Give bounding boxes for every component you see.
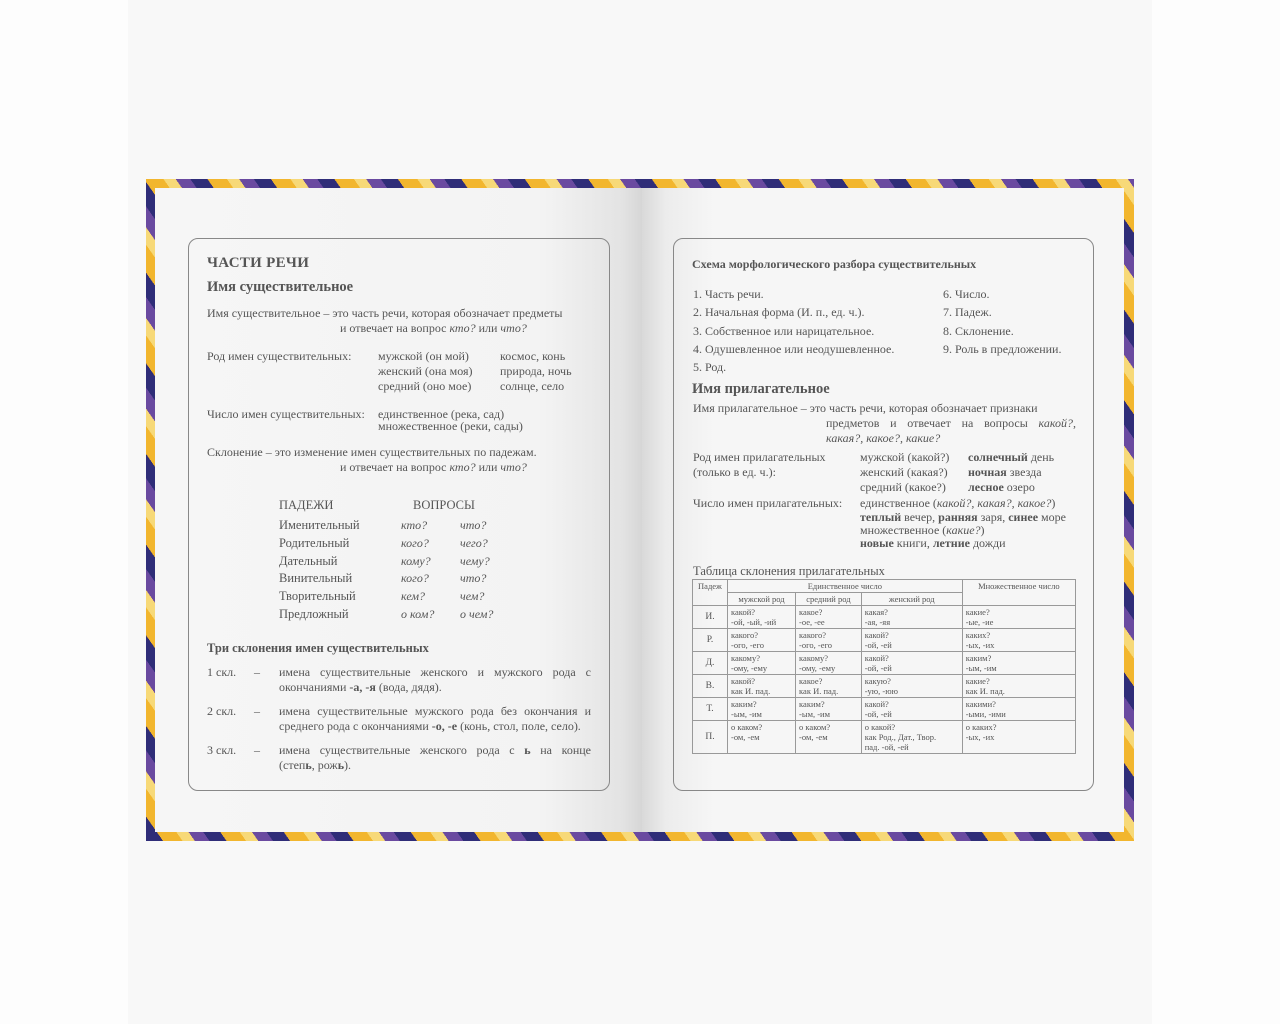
questions-header: ВОПРОСЫ bbox=[413, 498, 475, 512]
gender-examples: космос, конь bbox=[500, 349, 566, 363]
case-question: кем? bbox=[401, 589, 425, 603]
case-question: что? bbox=[460, 571, 487, 585]
declension-dash: – bbox=[254, 665, 260, 679]
plural-cell: каких? -ых, -их bbox=[962, 629, 1075, 652]
table-row bbox=[693, 721, 1076, 754]
feminine-cell: какой? -ой, -ей bbox=[861, 629, 962, 652]
neuter-cell: какое? как И. пад. bbox=[796, 675, 862, 698]
masculine-header: мужской род bbox=[728, 593, 796, 606]
scheme-item: 2. Начальная форма (И. п., ед. ч.). bbox=[693, 305, 865, 319]
case-question: что? bbox=[460, 518, 487, 532]
feminine-cell: какую? -ую, -юю bbox=[861, 675, 962, 698]
case-question: о ком? bbox=[401, 607, 435, 621]
table-row bbox=[693, 629, 1076, 652]
case-name: Родительный bbox=[279, 536, 350, 550]
masculine-cell: какой? -ой, -ый, -ий bbox=[728, 606, 796, 629]
plural-cell: каким? -ым, -им bbox=[962, 652, 1075, 675]
adjective-number-singular: единственное (какой?, какая?, какое?) bbox=[860, 496, 1056, 510]
scheme-item: 9. Роль в предложении. bbox=[943, 342, 1062, 356]
adjective-gender-example: ночная звезда bbox=[968, 465, 1042, 479]
scheme-item: 8. Склонение. bbox=[943, 324, 1014, 338]
number-label: Число имен существительных: bbox=[207, 407, 365, 421]
adjective-number-singular-examples: теплый вечер, ранняя заря, синее море bbox=[860, 510, 1066, 524]
declension-dash: – bbox=[254, 743, 260, 757]
adjective-heading: Имя прилагательное bbox=[692, 381, 830, 397]
case-question: чем? bbox=[460, 589, 485, 603]
adjective-number-label: Число имен прилагательных: bbox=[693, 496, 843, 510]
declension-description: имена существительные женского и мужского рода с окончаниями -а, -я (вода, дядя). bbox=[279, 665, 591, 694]
table-row bbox=[693, 606, 1076, 629]
declension-description: имена существительные мужского рода без окончания и среднего рода с окончаниями -о, -е (конь, стол, поле, село). bbox=[279, 704, 591, 733]
case-name: Винительный bbox=[279, 571, 353, 585]
declension-number: 2 скл. bbox=[207, 704, 237, 718]
plural-cell: какие? -ые, -ие bbox=[962, 606, 1075, 629]
masculine-cell: какой? как И. пад. bbox=[728, 675, 796, 698]
scheme-heading: Схема морфологического разбора существительных bbox=[692, 257, 977, 271]
gender-form: женский (она моя) bbox=[378, 364, 473, 378]
neuter-cell: какому? -ому, -ему bbox=[796, 652, 862, 675]
gender-form: средний (оно мое) bbox=[378, 379, 472, 393]
case-name: Именительный bbox=[279, 518, 360, 532]
masculine-cell: о каком? -ом, -ем bbox=[728, 721, 796, 754]
case-column-header: Падеж bbox=[693, 580, 728, 606]
table-header-row bbox=[693, 580, 1076, 593]
feminine-header: женский род bbox=[861, 593, 962, 606]
case-question: чему? bbox=[460, 554, 490, 568]
declension-description: имена существительные женского рода с ь на конце (степь, рожь). bbox=[279, 743, 591, 772]
number-plural: множественное (реки, сады) bbox=[378, 419, 523, 433]
case-question: кого? bbox=[401, 571, 429, 585]
adjective-definition: Имя прилагательное – это часть речи, которая обозначает признаки bbox=[693, 401, 1038, 415]
plural-cell: какими? -ыми, -ими bbox=[962, 698, 1075, 721]
gender-examples: природа, ночь bbox=[500, 364, 572, 378]
declension-definition-questions: и отвечает на вопрос кто? или что? bbox=[340, 460, 527, 474]
neuter-cell: какое? -ое, -ее bbox=[796, 606, 862, 629]
neuter-header: средний род bbox=[796, 593, 862, 606]
case-question: кому? bbox=[401, 554, 431, 568]
feminine-cell: какой? -ой, -ей bbox=[861, 698, 962, 721]
gender-form: мужской (он мой) bbox=[378, 349, 469, 363]
adjective-gender-form: мужской (какой?) bbox=[860, 450, 950, 464]
neuter-cell: о каком? -ом, -ем bbox=[796, 721, 862, 754]
adjective-gender-form: средний (какое?) bbox=[860, 480, 946, 494]
declension-number: 3 скл. bbox=[207, 743, 237, 757]
scheme-item: 1. Часть речи. bbox=[693, 287, 764, 301]
noun-definition-questions: и отвечает на вопрос кто? или что? bbox=[340, 321, 527, 335]
adjective-number-plural-examples: новые книги, летние дожди bbox=[860, 536, 1006, 550]
case-cell: Д. bbox=[693, 652, 728, 675]
case-cell: И. bbox=[693, 606, 728, 629]
scheme-item: 6. Число. bbox=[943, 287, 990, 301]
table-row bbox=[693, 675, 1076, 698]
case-name: Предложный bbox=[279, 607, 349, 621]
case-cell: Р. bbox=[693, 629, 728, 652]
adjective-gender-form: женский (какая?) bbox=[860, 465, 948, 479]
case-cell: П. bbox=[693, 721, 728, 754]
noun-definition: Имя существительное – это часть речи, которая обозначает предметы bbox=[207, 306, 563, 320]
gender-examples: солнце, село bbox=[500, 379, 565, 393]
case-question: кого? bbox=[401, 536, 429, 550]
gender-label: Род имен существительных: bbox=[207, 349, 352, 363]
number-singular: единственное (река, сад) bbox=[378, 407, 505, 421]
declension-dash: – bbox=[254, 704, 260, 718]
case-question: чего? bbox=[460, 536, 488, 550]
neuter-cell: какого? -ого, -его bbox=[796, 629, 862, 652]
cases-header: ПАДЕЖИ bbox=[279, 498, 334, 512]
case-name: Творительный bbox=[279, 589, 356, 603]
case-question: кто? bbox=[401, 518, 428, 532]
scheme-item: 4. Одушевленное или неодушевленное. bbox=[693, 342, 895, 356]
case-cell: Т. bbox=[693, 698, 728, 721]
page-title: ЧАСТИ РЕЧИ bbox=[207, 255, 310, 271]
adjective-gender-example: лесное озеро bbox=[968, 480, 1035, 494]
feminine-cell: о какой? как Род., Дат., Твор. пад. -ой, -ей bbox=[861, 721, 962, 754]
plural-header: Множественное число bbox=[962, 580, 1075, 606]
case-name: Дательный bbox=[279, 554, 338, 568]
plural-cell: какие? как И. пад. bbox=[962, 675, 1075, 698]
masculine-cell: какого? -ого, -его bbox=[728, 629, 796, 652]
noun-heading: Имя существительное bbox=[207, 279, 354, 295]
case-question: о чем? bbox=[460, 607, 494, 621]
declension-table-title: Таблица склонения прилагательных bbox=[693, 564, 885, 578]
declension-number: 1 скл. bbox=[207, 665, 237, 679]
adjective-number-plural: множественное (какие?) bbox=[860, 523, 985, 537]
feminine-cell: какая? -ая, -яя bbox=[861, 606, 962, 629]
three-declensions-heading: Три склонения имен существительных bbox=[207, 641, 429, 655]
neuter-cell: каким? -ым, -им bbox=[796, 698, 862, 721]
adjective-declension-table bbox=[692, 579, 1076, 754]
masculine-cell: каким? -ым, -им bbox=[728, 698, 796, 721]
table-row bbox=[693, 698, 1076, 721]
declension-definition: Склонение – это изменение имен существительных по падежам. bbox=[207, 445, 537, 459]
feminine-cell: какой? -ой, -ей bbox=[861, 652, 962, 675]
case-cell: В. bbox=[693, 675, 728, 698]
scheme-item: 7. Падеж. bbox=[943, 305, 992, 319]
adjective-definition-questions: предметов и отвечает на вопросы какой?, какая?, какое?, какие? bbox=[826, 416, 1076, 445]
plural-cell: о каких? -ых, -их bbox=[962, 721, 1075, 754]
adjective-gender-label: Род имен прилагательных (только в ед. ч.): bbox=[693, 450, 826, 479]
scheme-item: 5. Род. bbox=[693, 360, 727, 374]
singular-header: Единственное число bbox=[728, 580, 963, 593]
scheme-item: 3. Собственное или нарицательное. bbox=[693, 324, 875, 338]
table-row bbox=[693, 652, 1076, 675]
masculine-cell: какому? -ому, -ему bbox=[728, 652, 796, 675]
adjective-gender-example: солнечный день bbox=[968, 450, 1055, 464]
